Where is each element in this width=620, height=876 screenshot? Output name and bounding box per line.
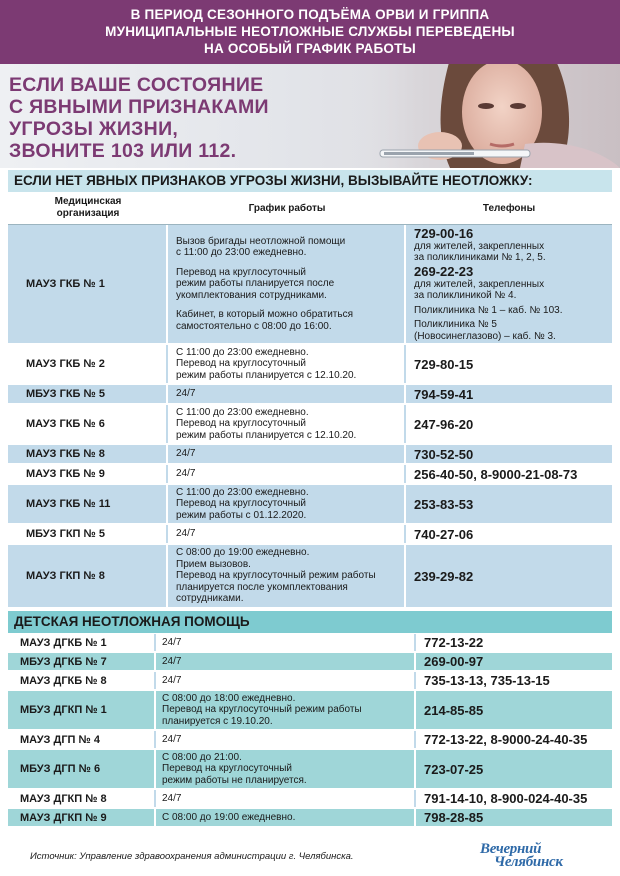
clinic-name: МАУЗ ГКБ № 1 xyxy=(8,225,168,343)
kids-section-title: ДЕТСКАЯ НЕОТЛОЖНАЯ ПОМОЩЬ xyxy=(8,611,612,633)
clinic-schedule: С 11:00 до 23:00 ежедневно. Перевод на круглосуточный режим работы планируется с 12.10.20. xyxy=(168,345,406,383)
clinic-phones xyxy=(416,731,612,748)
table-row xyxy=(8,385,612,405)
callout-line-4: ЗВОНИТЕ 103 ИЛИ 112. xyxy=(9,140,237,162)
table-row xyxy=(8,790,612,809)
table-row xyxy=(8,485,612,525)
clinic-phones xyxy=(416,672,612,689)
kids-clinics-table xyxy=(8,634,612,828)
clinic-name: МАУЗ ДГКП № 8 xyxy=(8,790,156,807)
clinic-phones xyxy=(406,345,612,383)
table-row xyxy=(8,634,612,653)
clinic-schedule: 24/7 xyxy=(156,672,416,689)
callout-line-1: ЕСЛИ ВАШЕ СОСТОЯНИЕ xyxy=(9,74,264,96)
clinic-phones xyxy=(416,653,612,670)
source-note: Источник: Управление здравоохранения администрации г. Челябинска. xyxy=(30,851,354,862)
phone-number: 239-29-82 xyxy=(414,568,474,584)
clinic-schedule: 24/7 xyxy=(168,465,406,483)
table-row xyxy=(8,750,612,790)
top-banner xyxy=(0,0,620,64)
adult-section-title: ЕСЛИ НЕТ ЯВНЫХ ПРИЗНАКОВ УГРОЗЫ ЖИЗНИ, ВЫЗЫВАЙТЕ НЕОТЛОЖКУ: xyxy=(8,170,612,192)
clinic-schedule: С 08:00 до 21:00. Перевод на круглосуточный режим работы не планируется. xyxy=(156,750,416,788)
clinic-schedule: С 11:00 до 23:00 ежедневно. Перевод на круглосуточный режим работы планируется с 12.10.20. xyxy=(168,405,406,443)
clinic-schedule: 24/7 xyxy=(168,445,406,463)
clinic-phones xyxy=(416,750,612,788)
phone-number: 253-83-53 xyxy=(414,496,474,512)
table-row xyxy=(8,225,612,345)
banner-line-2: МУНИЦИПАЛЬНЫЕ НЕОТЛОЖНЫЕ СЛУЖБЫ ПЕРЕВЕДЕНЫ xyxy=(105,24,515,39)
table-row xyxy=(8,525,612,545)
table-row xyxy=(8,405,612,445)
clinic-name: МАУЗ ДГП № 4 xyxy=(8,731,156,748)
clinic-name: МБУЗ ГКП № 5 xyxy=(8,525,168,543)
clinic-name: МБУЗ ДГП № 6 xyxy=(8,750,156,788)
phone-number: 772-13-22, 8-9000-24-40-35 xyxy=(424,732,588,747)
sick-woman-thermometer-photo xyxy=(330,64,620,168)
header-organization: Медицинская организация xyxy=(54,196,122,219)
clinic-phones: 729-00-16 для жителей, закрепленных за поликлиниками № 1, 2, 5. 269-22-23 для жителей, закрепленных за поликлиникой № 4. Поликлиника № 1 – каб. № 103. Поликлиника № 5 (Новосинеглазово) – каб. № 3. xyxy=(406,225,612,343)
clinic-phones xyxy=(406,545,612,607)
phone-number: 772-13-22 xyxy=(424,635,484,650)
clinic-schedule: 24/7 xyxy=(168,385,406,403)
banner-line-3: НА ОСОБЫЙ ГРАФИК РАБОТЫ xyxy=(204,41,416,56)
clinic-phones xyxy=(416,809,612,826)
clinic-phones xyxy=(416,634,612,651)
table-row xyxy=(8,465,612,485)
table-row xyxy=(8,653,612,672)
logo-line-2: Челябинск xyxy=(494,854,563,870)
clinic-phones xyxy=(416,790,612,807)
adult-clinics-table xyxy=(8,192,612,609)
clinic-schedule: 24/7 xyxy=(156,653,416,670)
table-row xyxy=(8,345,612,385)
phone-number: 798-28-85 xyxy=(424,810,484,825)
clinic-name: МБУЗ ДГКП № 1 xyxy=(8,691,156,729)
callout-line-2: С ЯВНЫМИ ПРИЗНАКАМИ xyxy=(9,96,269,118)
phone-number: 740-27-06 xyxy=(414,526,474,542)
clinic-schedule: 24/7 xyxy=(156,634,416,651)
table-row xyxy=(8,731,612,750)
clinic-phones xyxy=(406,385,612,403)
clinic-name: МБУЗ ДГКБ № 7 xyxy=(8,653,156,670)
clinic-schedule: Вызов бригады неотложной помощи с 11:00 до 23:00 ежедневно. Перевод на круглосуточный режим работы планируется после укомплектования сотрудниками. Кабинет, в который можно обратиться самостоятельно с 08:00 до 16:00. xyxy=(168,225,406,343)
clinic-schedule: С 08:00 до 19:00 ежедневно. Прием вызовов. Перевод на круглосуточный режим работы планируется после укомплектования сотрудниками. xyxy=(168,545,406,607)
phone-number: 269-00-97 xyxy=(424,654,484,669)
phone-number: 723-07-25 xyxy=(424,761,484,777)
clinic-schedule: 24/7 xyxy=(156,731,416,748)
phone-number: 730-52-50 xyxy=(414,446,474,462)
clinic-name: МАУЗ ГКБ № 9 xyxy=(8,465,168,483)
header-phones: Телефоны xyxy=(482,202,536,214)
clinic-name: МБУЗ ГКБ № 5 xyxy=(8,385,168,403)
table-row xyxy=(8,672,612,691)
clinic-phones xyxy=(406,445,612,463)
clinic-schedule: 24/7 xyxy=(168,525,406,543)
newspaper-logo xyxy=(480,843,610,871)
table-row xyxy=(8,545,612,609)
clinic-name: МАУЗ ДГКБ № 1 xyxy=(8,634,156,651)
clinic-schedule: С 08:00 до 19:00 ежедневно. xyxy=(156,809,416,826)
clinic-phones xyxy=(406,525,612,543)
clinic-name: МАУЗ ГКБ № 2 xyxy=(8,345,168,383)
phone-number: 735-13-13, 735-13-15 xyxy=(424,673,550,688)
clinic-name: МАУЗ ГКБ № 8 xyxy=(8,445,168,463)
clinic-schedule: С 08:00 до 18:00 ежедневно. Перевод на круглосуточный режим работы планируется с 19.10.20. xyxy=(156,691,416,729)
callout-line-3: УГРОЗЫ ЖИЗНИ, xyxy=(9,118,179,140)
table-header xyxy=(8,192,612,225)
clinic-phones xyxy=(406,485,612,523)
table-row xyxy=(8,809,612,828)
banner-line-1: В ПЕРИОД СЕЗОННОГО ПОДЪЁМА ОРВИ И ГРИППА xyxy=(130,7,490,22)
logo-line-1: Вечерний xyxy=(480,841,542,857)
clinic-phones xyxy=(406,465,612,483)
clinic-phones xyxy=(416,691,612,729)
clinic-name: МАУЗ ДГКП № 9 xyxy=(8,809,156,826)
clinic-name: МАУЗ ГКП № 8 xyxy=(8,545,168,607)
emergency-callout xyxy=(9,74,269,162)
phone-number: 269-22-23 xyxy=(414,263,474,279)
clinic-phones xyxy=(406,405,612,443)
phone-number: 256-40-50, 8-9000-21-08-73 xyxy=(414,466,578,482)
clinic-name: МАУЗ ГКБ № 11 xyxy=(8,485,168,523)
hero-block xyxy=(0,64,620,168)
phone-number: 247-96-20 xyxy=(414,416,474,432)
clinic-name: МАУЗ ГКБ № 6 xyxy=(8,405,168,443)
table-row xyxy=(8,445,612,465)
phone-number: 729-00-16 xyxy=(414,225,474,241)
clinic-schedule: 24/7 xyxy=(156,790,416,807)
phone-number: 729-80-15 xyxy=(414,356,474,372)
phone-number: 794-59-41 xyxy=(414,386,474,402)
photo-illustration xyxy=(330,64,620,168)
clinic-schedule: С 11:00 до 23:00 ежедневно. Перевод на круглосуточный режим работы с 01.12.2020. xyxy=(168,485,406,523)
table-row xyxy=(8,691,612,731)
phone-number: 791-14-10, 8-900-024-40-35 xyxy=(424,791,588,806)
clinic-name: МАУЗ ДГКБ № 8 xyxy=(8,672,156,689)
header-schedule: График работы xyxy=(248,202,326,214)
phone-number: 214-85-85 xyxy=(424,702,484,718)
